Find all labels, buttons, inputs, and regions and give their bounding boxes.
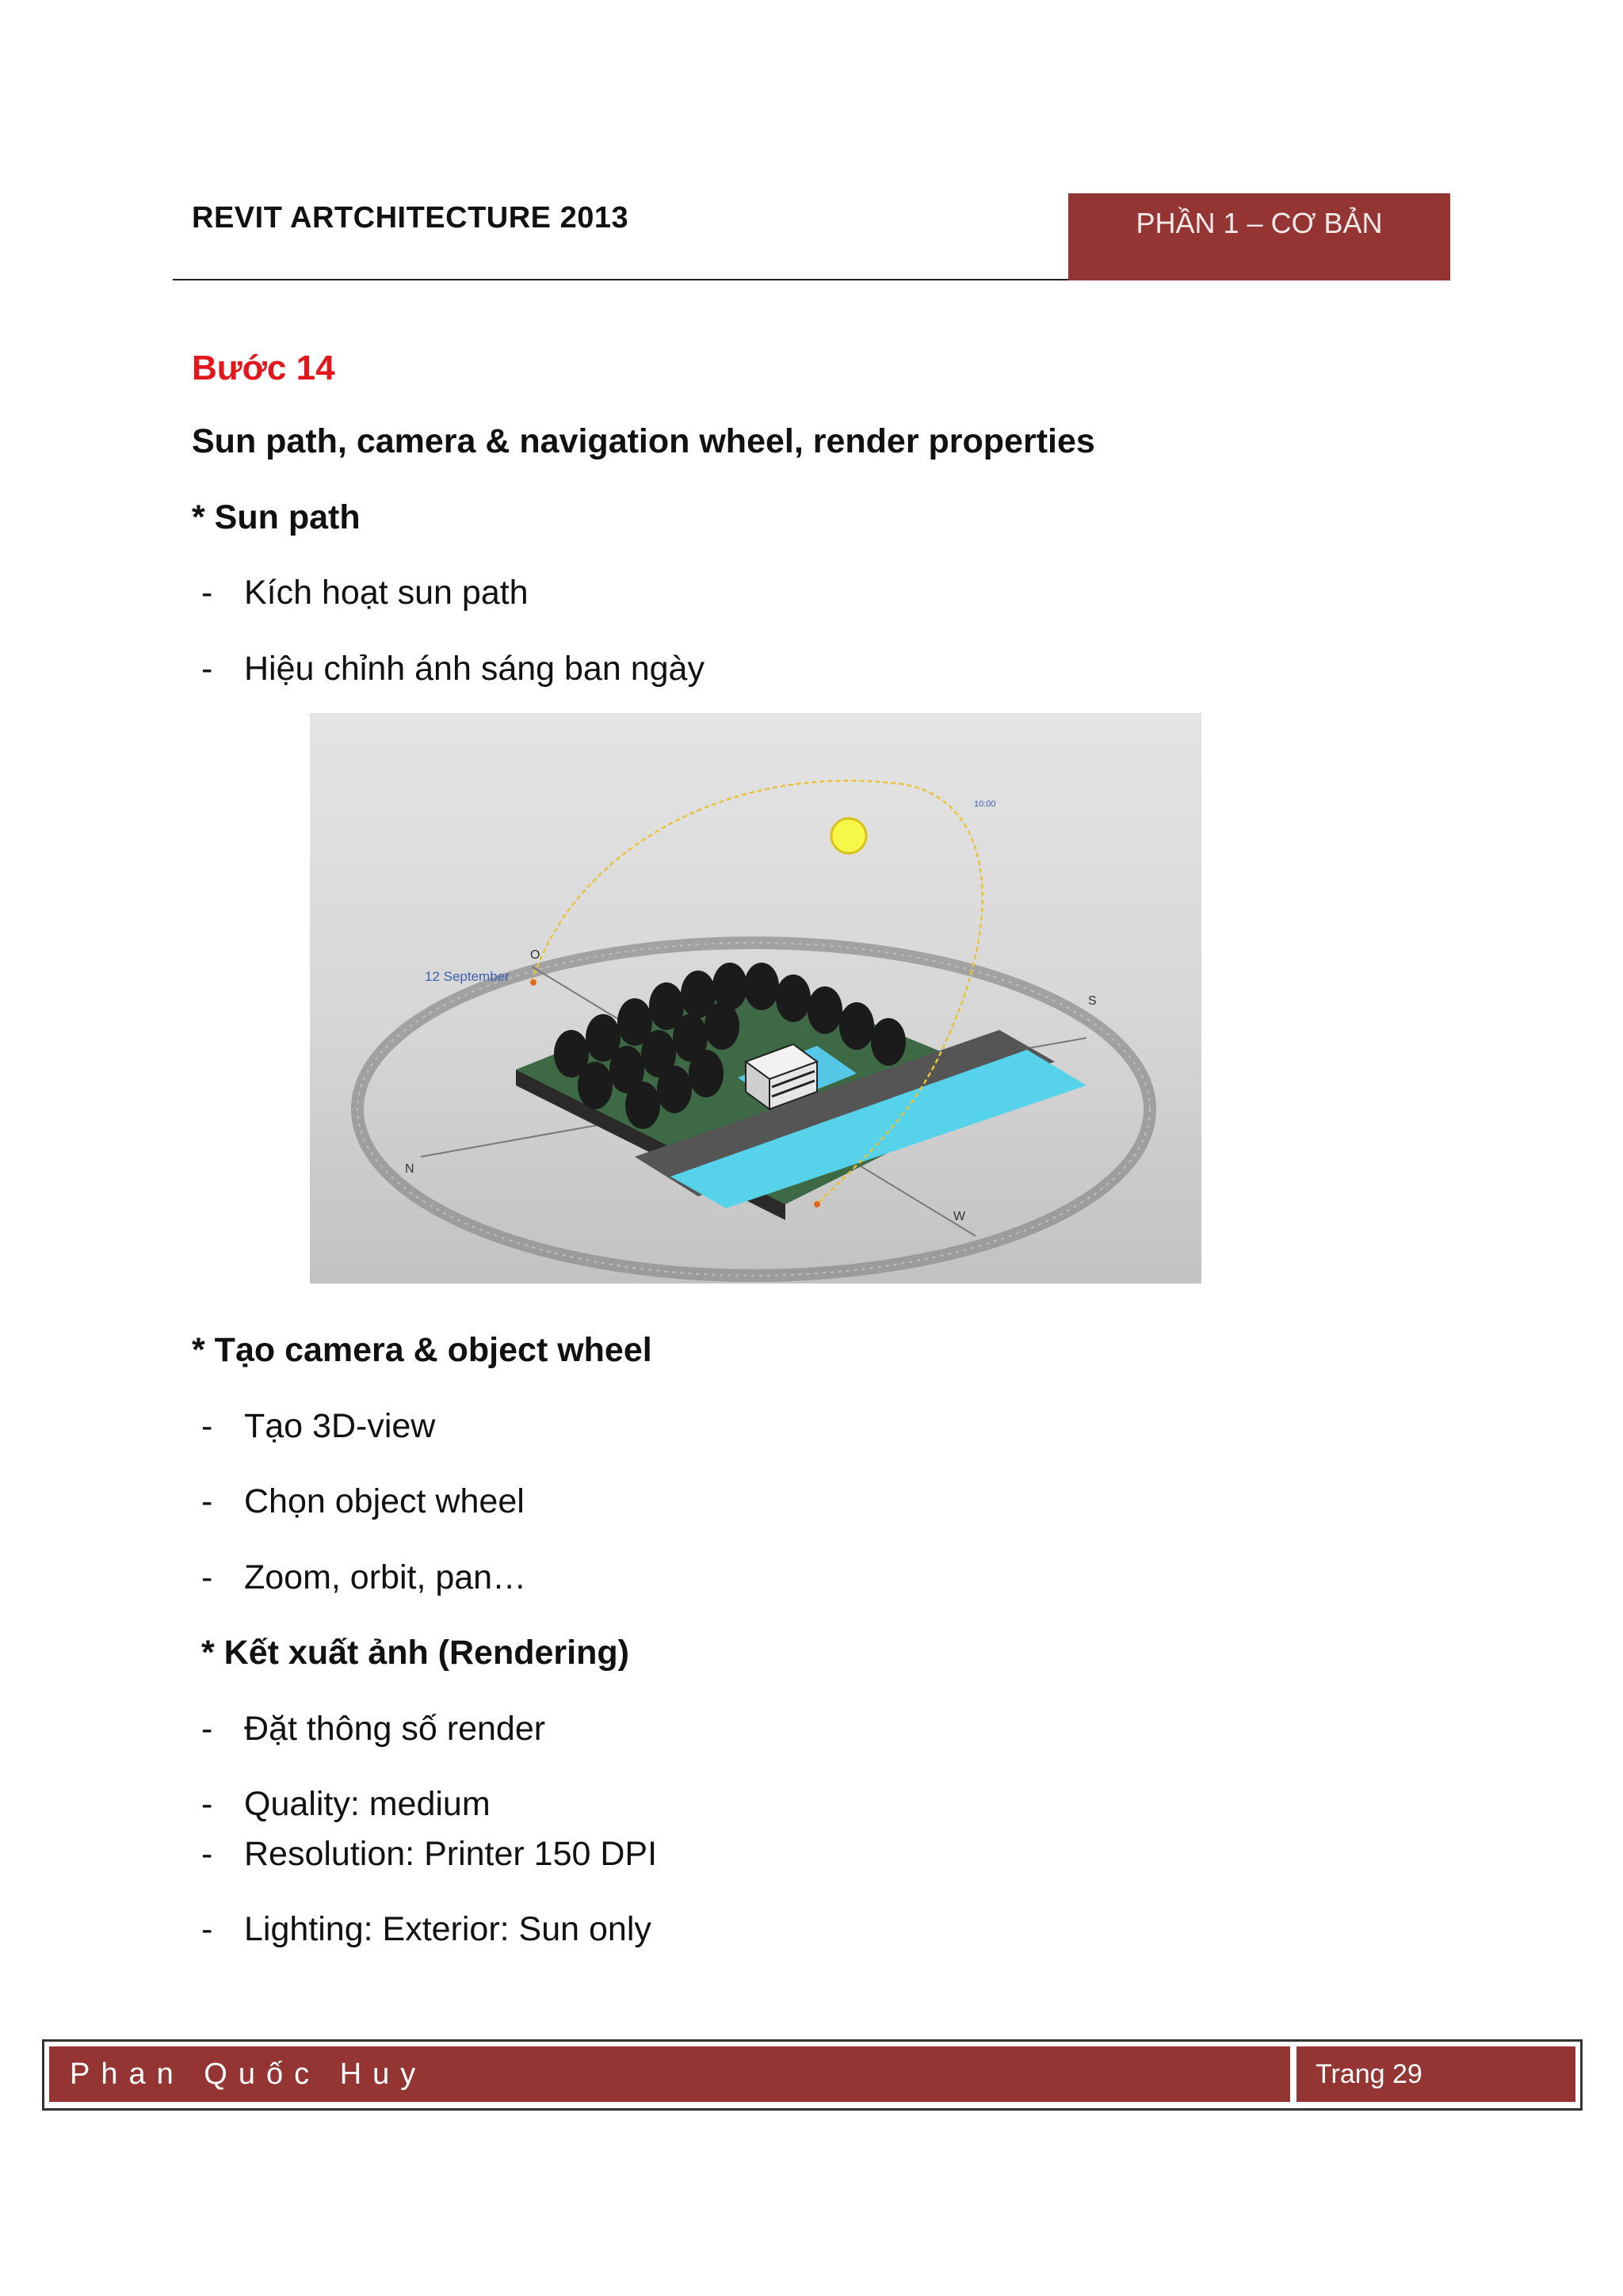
compass-south: S [1088,994,1097,1008]
time-label: 10:00 [974,799,996,809]
camera-heading: * Tạo camera & object wheel [192,1331,652,1369]
sunrise-marker [530,979,537,986]
date-label: 12 September [425,969,510,984]
rendering-heading: * Kết xuất ảnh (Rendering) [201,1634,629,1672]
list-item: - Quality: medium [201,1785,491,1823]
sun-path-heading: * Sun path [192,498,361,536]
list-item: - Kích hoạt sun path [201,574,529,612]
list-item: - Resolution: Printer 150 DPI [201,1835,658,1873]
page-number: Trang 29 [1296,2046,1575,2102]
compass-north: N [405,1162,414,1176]
section-label: PHẦN 1 – CƠ BẢN [1136,207,1383,239]
list-item: - Tạo 3D-view [201,1407,436,1445]
step-heading: Bước 14 [192,349,335,387]
sunset-marker [814,1201,820,1207]
sun-path-illustration [310,713,1201,1283]
list-item: - Đặt thông số render [201,1710,546,1748]
list-item: - Lighting: Exterior: Sun only [201,1910,651,1948]
list-item: - Zoom, orbit, pan… [201,1558,527,1596]
section-tab [1068,193,1450,280]
list-item: - Hiệu chỉnh ánh sáng ban ngày [201,650,705,688]
sun-icon [831,818,866,853]
sun-path-figure [310,713,1201,1283]
subtitle: Sun path, camera & navigation wheel, render properties [192,422,1095,460]
header-title: REVIT ARTCHITECTURE 2013 [192,201,629,235]
header-divider [173,279,1068,280]
compass-east: O [530,948,540,962]
list-item: - Chọn object wheel [201,1482,525,1520]
compass-west: W [953,1210,966,1223]
footer-author: Phan Quốc Huy [49,2046,1290,2102]
